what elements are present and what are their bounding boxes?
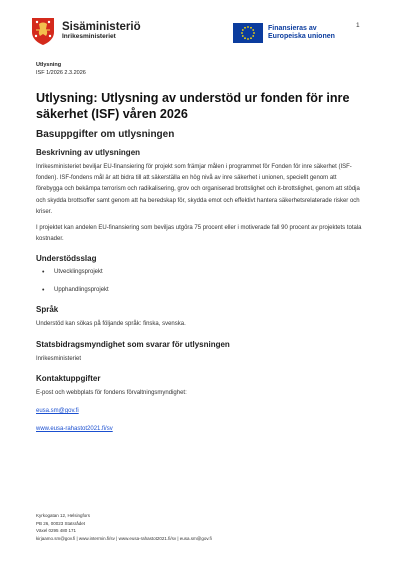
contact-heading: Kontaktuppgifter	[36, 373, 101, 383]
main-content	[36, 90, 364, 435]
support-type-heading: Understödsslag	[36, 254, 97, 264]
section-subtitle: Basuppgifter om utlysningen	[36, 129, 175, 140]
authority-heading: Statsbidragsmyndighet som svarar för utlysningen	[36, 339, 230, 349]
document-type: Utlysning	[36, 62, 62, 68]
document-reference: ISF 1/2026 2.3.2026	[36, 70, 86, 76]
contact-text: E-post och webbplats för fondens förvaltningsmyndighet:	[36, 389, 187, 396]
footer-phone: Växel 0295 480 171	[36, 528, 77, 533]
eu-flag-icon	[233, 23, 263, 43]
footer-contacts: kirjaamo.sm@gov.fi | www.intermin.fi/sv | www.eusa-rahastot2021.fi/sv | eusa.sm@gov.fi	[36, 535, 212, 541]
finnish-coat-of-arms-icon	[30, 16, 56, 46]
language-heading: Språk	[36, 305, 59, 315]
page-number: 1	[356, 22, 360, 29]
eu-text-line1: Finansieras av	[268, 24, 317, 32]
authority-text: Inrikesministeriet	[36, 355, 82, 362]
footer-postbox: PB 26, 00023 Statsrådet	[36, 520, 86, 526]
ministry-name-sv: Inrikesministeriet	[62, 33, 116, 40]
ministry-name-fi: Sisäministeriö	[62, 21, 141, 33]
description-heading: Beskrivning av utlysningen	[36, 148, 141, 157]
footer-address: Kyrkogatan 12, Helsingfors	[36, 513, 91, 518]
eu-funding-emblem	[233, 23, 335, 43]
eu-text-line2: Europeiska unionen	[268, 33, 335, 40]
support-type-list	[36, 268, 364, 295]
page-title: Utlysning: Utlysning av understöd ur fonden för inre säkerhet (ISF) våren 2026	[36, 91, 350, 121]
ministry-logo	[30, 16, 141, 46]
language-text: Understöd kan sökas på följande språk: finska, svenska.	[36, 321, 186, 328]
contact-email-link[interactable]: eusa.sm@gov.fi	[36, 408, 79, 415]
contact-website-link[interactable]: www.eusa-rahastot2021.fi/sv	[36, 426, 113, 433]
description-paragraph-2: I projektet kan andelen EU-finansiering som beviljas utgöra 75 procent eller i motiverade fall 90 procent av projektets totala kostnader.	[36, 225, 362, 243]
description-paragraph-1: Inrikesministeriet beviljar EU-finansiering för projekt som främjar målen i programmet för Fonden för inre säkerhet (ISF-fonden). ISF-fondens mål är att bidra till att säkerställa en hög nivå av inre säkerhet i unionen, speciellt genom att förebygga och bekämpa terrorism och radikalisering, grov och organiserad brottslighet och it-brottslighet, genom att stödja och skydda brottsoffer samt genom att ha beredskap för, skydda emot och effektivt hantera säkerhetsrelaterade risker och kriser.	[36, 164, 360, 215]
list-item: • Utvecklingsprojekt	[54, 268, 364, 277]
list-item: • Upphandlingsprojekt	[54, 286, 364, 295]
page-footer	[36, 512, 212, 542]
